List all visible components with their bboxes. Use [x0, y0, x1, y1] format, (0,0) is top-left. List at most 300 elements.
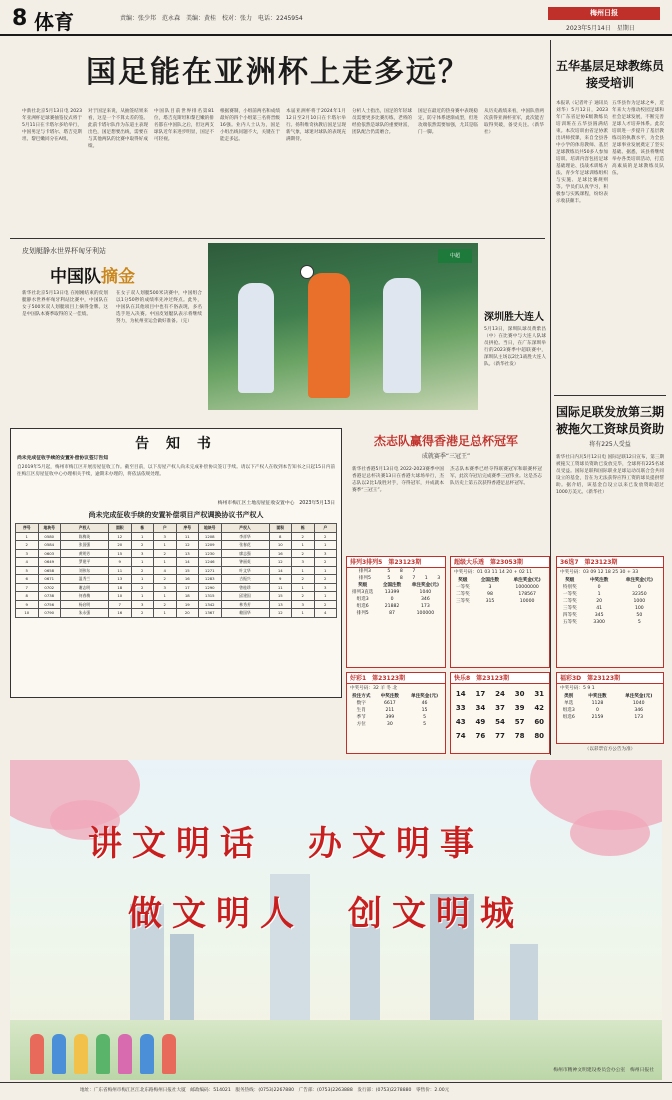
lottery-number-line: 中奖号码：03 09 12 18 25 30 + 33	[560, 570, 639, 575]
table-cell: 1209	[199, 541, 222, 550]
lead-headline: 国足能在亚洲杯上走多远？	[86, 55, 470, 90]
lottery-prize-cell: 1128	[591, 701, 604, 706]
lottery-prize-cell: 二等奖	[562, 599, 577, 604]
table-cell: 1208	[199, 532, 222, 541]
lottery-prize-cell: 345	[594, 613, 604, 618]
child-figure	[140, 1034, 154, 1074]
header-cell: 地块号	[199, 524, 222, 533]
table-cell: 0738	[38, 592, 61, 601]
lottery-number: 30	[514, 690, 525, 698]
lottery-prize-row	[557, 619, 663, 626]
table-cell: 杨启明	[61, 600, 109, 609]
table-cell: 赖国华	[221, 609, 269, 618]
worldcup-body-2: 在女子双人划艇500米决赛中，中国组合以1分50秒的成绩率先冲过终点。此外，中国队在其他项目中也有不俗表现，多名选手进入决赛。中国皮划艇队表示将继续努力，为杭州亚运会做好准备。（完）	[116, 291, 202, 324]
player-white-2	[383, 278, 421, 393]
table-cell: 2	[16, 541, 39, 550]
table-cell: 12	[176, 541, 199, 550]
lead-divider	[10, 238, 545, 239]
table-cell: 罗建平	[61, 558, 109, 567]
table-cell: 3	[292, 558, 315, 567]
table-cell: 1	[314, 541, 337, 550]
lottery-prize-cell: 单选	[564, 701, 574, 706]
lottery-prize-cell: 211	[385, 708, 395, 713]
table-cell: 0671	[38, 575, 61, 584]
table-cell: 14	[176, 558, 199, 567]
lottery-prize-row	[347, 707, 445, 714]
lottery-prize-row	[347, 721, 445, 728]
lottery-prize-row	[347, 582, 445, 589]
lead-column-2: 对于国足来说，从抽签结果来看，这是一个不算太差的签。此前卡塔尔队作为东道主表现出色，国足想要出线，需要在与其他两队的比赛中取得好成绩。	[88, 109, 148, 149]
table-cell: 20	[109, 541, 132, 550]
lottery-number: 01	[476, 570, 483, 575]
lottery-number: 33	[455, 704, 466, 712]
lottery-prize-cell: 四等奖	[562, 613, 577, 618]
table-cell: 朱永强	[61, 609, 109, 618]
lottery-prize-cell: 特别奖	[562, 585, 577, 590]
table-row	[16, 583, 337, 592]
lottery-prize-row	[557, 584, 663, 591]
lottery-title: 好彩1 第23123期	[347, 673, 445, 684]
lottery-title: 排列3排列5 第23123期	[347, 557, 445, 568]
lottery-prize-row	[557, 714, 663, 721]
lottery-note: （以彩票官方公告为准）	[584, 747, 636, 752]
lottery-number: 18	[604, 570, 611, 575]
lottery-prize-cell: 全国注数	[382, 583, 402, 588]
page-footer: 地址：广东省梅州市梅江区江北东路梅州日报社大厦 邮政编码：514021 服务热线：(0753)2267880 广告部：(0753)2263888 发行部：(0753)2278880 零售价：2.00元	[0, 1082, 672, 1100]
lottery-prize-cell: 2159	[591, 715, 604, 720]
lottery-number: 76	[475, 732, 486, 740]
table-cell: 12	[269, 558, 292, 567]
match-photo	[208, 243, 478, 410]
issue-date: 2023年5月14日 星期日	[566, 25, 635, 32]
child-figure	[30, 1034, 44, 1074]
table-cell: 1	[314, 592, 337, 601]
table-cell: 1	[314, 566, 337, 575]
lottery-prize-row	[347, 589, 445, 596]
table-cell: 15	[269, 592, 292, 601]
table-cell: 9	[109, 558, 132, 567]
header-cell: 栋	[131, 524, 154, 533]
lottery-prize-cell: 10000000	[515, 585, 539, 590]
lottery-number: 77	[495, 732, 505, 740]
table-cell: 李祥华	[221, 532, 269, 541]
notice-signature: 梅州市梅江区土地房屋征收安置中心 2023年5月13日	[217, 501, 335, 506]
sidebar2-body: 新华社日内瓦5月12日电 国际足联12日宣布，第三期被拖欠工资球员资助已发放完毕，全球将有225名球员受益。国际足联和国际职业足球运动员联合会共同设立的基金，旨在为无法获得应得工资的球员提供帮助。据介绍，该基金自设立以来已发放资助超过1000万美元。（新华社）	[556, 455, 664, 495]
table-cell: 0702	[38, 583, 61, 592]
table-cell: 18	[176, 592, 199, 601]
table-row	[16, 592, 337, 601]
lottery-number: 39	[514, 704, 525, 712]
table-cell: 15	[109, 549, 132, 558]
lottery-prize-cell: 173	[634, 715, 644, 720]
photo-caption-title: 深圳胜大连人	[484, 312, 544, 323]
table-cell: 0603	[38, 549, 61, 558]
header-cell: 产权人	[221, 524, 269, 533]
notice-table-header	[16, 524, 337, 533]
table-cell: 钟丽英	[221, 558, 269, 567]
lottery-prize-cell: 41	[596, 606, 603, 611]
table-cell: 10	[16, 609, 39, 618]
lottery-number-line: 中奖号码：01 03 11 14 20 + 02 11	[454, 570, 533, 575]
table-cell: 2	[131, 583, 154, 592]
worldcup-title-part2: 摘金	[101, 267, 135, 287]
lottery-prize-cell: 单注奖金(元)	[625, 694, 653, 699]
lottery-prize-cell: 一等奖	[562, 592, 577, 597]
child-figure	[118, 1034, 132, 1074]
lottery-number: 12	[597, 570, 604, 575]
table-cell: 2	[154, 600, 177, 609]
lottery-number: 7	[412, 576, 416, 581]
lottery-number: 11	[526, 570, 533, 575]
lottery-number: 49	[475, 718, 486, 726]
lottery-number: 14	[455, 690, 466, 698]
lottery-prize-row	[557, 700, 663, 707]
table-cell: 14	[269, 566, 292, 575]
lottery-label: 中奖号码：	[350, 686, 373, 691]
lottery-number: 57	[514, 718, 525, 726]
table-cell: 10	[109, 592, 132, 601]
jiezhi-body: 新华社香港5月13日电 2022-2023赛季中国香港足总杯决赛13日在香港大球场举行，杰志队以2比1战胜对手，夺得冠军，并成就本赛季“三冠王”。	[352, 467, 444, 493]
blossom-decoration	[570, 810, 650, 856]
table-cell: 3	[314, 583, 337, 592]
table-cell: 2	[314, 600, 337, 609]
lottery-number: 80	[534, 732, 545, 740]
lottery-prize-cell: 生肖	[356, 708, 366, 713]
child-figure	[96, 1034, 110, 1074]
table-cell: 11	[269, 583, 292, 592]
lottery-prize-row	[347, 596, 445, 603]
table-cell: 0580	[38, 532, 61, 541]
table-cell: 1367	[199, 609, 222, 618]
header-cell: 序号	[16, 524, 39, 533]
notice-table-title: 尚未完成征收手续的安置补偿项目产权调换协议书产权人	[88, 511, 264, 519]
table-cell: 4	[314, 609, 337, 618]
sidebar2-subtitle: 将有225人受益	[589, 441, 631, 448]
lottery-prize-cell: 组选3	[356, 597, 369, 602]
lead-column-3: 中国队目前世界排名第81位，塔吉克斯坦和黎巴嫩的排名都在中国队之后，但这两支球队近年来进步明显，国足不可轻视。	[154, 109, 214, 142]
jiezhi-title: 杰志队赢得香港足总杯冠军	[373, 434, 518, 448]
lottery-prize-cell: 13399	[384, 590, 400, 595]
lottery-number: 1	[424, 576, 428, 581]
notice-body: 自2019年5月起，梅州市梅江区开展房屋征收工作。截至目前，以下房屋产权人尚未完成补偿协议签订手续。请以下产权人在收到本告知书之日起15日内前往梅江区房屋征收中心办理相关手续，逾期未办理的，将依法依规处理。	[17, 465, 335, 477]
lottery-number: 冬	[386, 686, 391, 691]
lottery-prize-cell: 季节	[356, 715, 366, 720]
lottery-prize-row	[347, 610, 445, 617]
lottery-prize-cell: 5	[637, 620, 641, 625]
table-cell: 9	[269, 575, 292, 584]
worldcup-kicker: 皮划艇静水世界杯匈牙利站	[22, 247, 106, 255]
table-cell: 陈梅英	[61, 532, 109, 541]
lottery-prize-row	[557, 577, 663, 584]
sidebar-divider	[550, 40, 551, 755]
lottery-number: 78	[514, 732, 525, 740]
lottery-title: 快乐8 第23123期	[451, 673, 549, 684]
lottery-number: 羊	[380, 686, 385, 691]
lottery-prize-cell: 178567	[518, 592, 536, 597]
lottery-label: 中奖号码：	[560, 686, 583, 691]
lottery-number: 3	[437, 576, 441, 581]
lead-column-7: 国足在最近的热身赛中表现稳定，防守体系逐渐成型，但进攻端依然需要加强，尤其是临门一脚。	[418, 109, 478, 135]
lottery-kl8	[450, 672, 550, 754]
lottery-dlt	[450, 556, 550, 668]
lottery-number: 24	[495, 690, 505, 698]
child-figure	[162, 1034, 176, 1074]
lottery-prize-cell: 一等奖	[455, 585, 470, 590]
lottery-number: 5	[387, 569, 391, 574]
table-cell: 20	[176, 609, 199, 618]
lottery-prize-cell: 5	[423, 715, 427, 720]
banner-slogan-2: 做文明人 创文明城	[128, 894, 524, 934]
table-cell: 温秀兰	[61, 575, 109, 584]
lottery-number: 9	[587, 686, 591, 691]
lottery-title: 超级大乐透 第23053期	[451, 557, 549, 568]
header-cell: 产权人	[61, 524, 109, 533]
lottery-number: 54	[495, 718, 505, 726]
table-cell: 10	[269, 541, 292, 550]
lottery-prize-row	[451, 598, 549, 605]
table-cell: 1	[154, 592, 177, 601]
lottery-prize-cell: 全国注数	[480, 578, 500, 583]
table-cell: 1271	[199, 566, 222, 575]
lottery-prize-cell: 100000	[416, 611, 435, 616]
table-cell: 16	[176, 575, 199, 584]
lottery-prize-cell: 399	[385, 715, 395, 720]
banner-credit: 梅州市精神文明建设委员会办公室 梅州日报社	[553, 1067, 654, 1073]
sidebar1-body: 本报讯（记者叶子 通讯员 刘华）5月12日，2023年广东省足协E级教练员培训班在五华县圆满结束。本次培训由省足协派出讲师授课，来自全县各中小学的体育教师、基层足球教练员共50多人参加培训。培训内容包括足球基础理论、技战术训练方法、青少年足球训练组织与实施、足球比赛规则等。学员们认真学习，积极参与实践课程，纷纷表示收获颇丰。	[556, 101, 608, 204]
lottery-prize-cell: 98	[487, 592, 493, 597]
jiezhi-body-2: 杰志队本赛季已经夺得联赛冠军和联赛杯冠军，此次夺冠后完成赛季三冠伟业。这是杰志队历史上第五次获得香港足总杯冠军。	[450, 467, 542, 486]
lottery-prize-cell: 0	[390, 597, 394, 602]
table-cell: 11	[176, 532, 199, 541]
lottery-prize-cell: 346	[634, 708, 644, 713]
table-cell: 9	[16, 600, 39, 609]
lottery-prize-row	[347, 714, 445, 721]
table-cell: 张国强	[61, 541, 109, 550]
table-cell: 13	[109, 575, 132, 584]
header-cell: 面积	[269, 524, 292, 533]
lottery-prize-cell: 组选6	[356, 604, 369, 609]
header-cell: 户	[154, 524, 177, 533]
page-number: 8	[12, 6, 28, 31]
notice-title: 告 知 书	[135, 436, 217, 452]
lottery-number: 20	[506, 570, 513, 575]
lottery-prize-row	[557, 598, 663, 605]
notice-box	[10, 428, 342, 698]
lottery-prize-cell: 315	[485, 599, 495, 604]
table-cell: 4	[16, 558, 39, 567]
table-cell: 16	[109, 609, 132, 618]
lottery-prize-cell: 三等奖	[562, 606, 577, 611]
table-cell: 3	[154, 583, 177, 592]
lottery-prize-cell: 单注奖金(元)	[410, 694, 439, 699]
lottery-title: 36选7 第23123期	[557, 557, 663, 568]
lottery-number: 37	[495, 704, 505, 712]
lottery-number-row	[451, 715, 549, 729]
table-row	[16, 609, 337, 618]
worldcup-title-part1: 中国队	[50, 267, 101, 287]
sidebar2-title: 国际足联发放第三期被拖欠工资球员资助	[556, 405, 665, 436]
lottery-prize-cell: 20	[596, 599, 603, 604]
header-cell: 栋	[292, 524, 315, 533]
table-cell: 2	[154, 575, 177, 584]
worldcup-body: 新华社北京5月13日电 在刚刚结束的皮划艇静水世界杯匈牙利站比赛中，中国队在女子500米双人划艇项目上摘得金牌。这是中国队本赛季取得的又一佳绩。	[22, 291, 108, 317]
table-cell: 1	[154, 558, 177, 567]
table-cell: 13	[269, 600, 292, 609]
header-cell: 序号	[176, 524, 199, 533]
lottery-number: 1	[591, 686, 595, 691]
lottery-number-row	[451, 687, 549, 701]
lottery-prize-cell: 0	[597, 585, 601, 590]
table-cell: 1	[154, 541, 177, 550]
lottery-prize-cell: 单注奖金(元)	[513, 578, 541, 583]
lottery-number: 8	[399, 569, 403, 574]
table-cell: 刘伟东	[61, 566, 109, 575]
table-cell: 8	[16, 592, 39, 601]
lottery-prize-cell: 组选6	[562, 715, 575, 720]
lottery-number-line	[347, 684, 445, 693]
table-cell: 1	[131, 592, 154, 601]
lottery-number: 14	[498, 570, 505, 575]
lottery-haocai1	[346, 672, 446, 754]
lottery-prize-cell: 类别	[564, 694, 574, 699]
lottery-prize-cell: 排列5	[356, 611, 369, 616]
table-cell: 谢志明	[61, 583, 109, 592]
lottery-prize-cell: 87	[389, 611, 395, 616]
table-cell: 0658	[38, 566, 61, 575]
lottery-number: 11	[491, 570, 498, 575]
lottery-prize-row	[557, 707, 663, 714]
lottery-label: 中奖号码：	[454, 570, 477, 575]
lottery-prize-cell: 0	[596, 708, 599, 713]
lottery-number: 5	[387, 576, 391, 581]
lottery-prize-cell: 1	[597, 592, 601, 597]
lottery-prize-cell: 1000	[633, 599, 646, 604]
player-white-1	[238, 283, 274, 393]
table-row	[16, 575, 337, 584]
lottery-prize-cell: 中奖注数	[380, 694, 400, 699]
lottery-prize-cell: 1040	[419, 590, 432, 595]
lottery-36x7	[556, 556, 664, 668]
lottery-prize-cell: 组选3	[562, 708, 575, 713]
lottery-number: 7	[412, 569, 416, 574]
lottery-prize-cell: 方位	[356, 722, 366, 727]
sidebar1-body-2: 五华县作为足球之乡，近年来大力推动校园足球和社会足球发展，不断完善足球人才培养体系。此次培训进一步提升了基层教练员的执教水平，为全县足球事业发展奠定了坚实基础。据悉，该县将继续举办各类培训活动，打造高素质的足球教练员队伍。	[612, 101, 664, 176]
photo-caption: 5月13日，深圳队球员黄紫昌（中）在比赛中与大连人队球员拼抢。当日，在广东深圳举行的2023赛季中超联赛中，深圳队主场以2比1战胜大连人队。（新华社发）	[484, 327, 546, 367]
table-cell: 1246	[199, 558, 222, 567]
lottery-number: 74	[455, 732, 466, 740]
lottery-prize-cell: 0	[637, 585, 641, 590]
newspaper-logo: 梅州日报	[548, 7, 660, 20]
lottery-number: 31	[534, 690, 545, 698]
lottery-label: 排列5	[358, 576, 371, 581]
table-cell: 3	[16, 549, 39, 558]
table-cell: 2	[314, 558, 337, 567]
table-cell: 11	[109, 566, 132, 575]
sidebar1-title: 五华基层足球教练员接受培训	[556, 59, 665, 90]
lottery-prize-row	[557, 605, 663, 612]
lottery-number: 60	[534, 718, 545, 726]
football-icon	[300, 265, 314, 279]
lottery-prize-cell: 投注方式	[352, 694, 371, 699]
lottery-prize-cell: 数字	[356, 701, 366, 706]
table-cell: 1290	[199, 583, 222, 592]
table-cell: 12	[269, 609, 292, 618]
lottery-prize-cell: 单注奖金(元)	[625, 578, 653, 583]
lottery-number: 03	[484, 570, 491, 575]
lottery-number: 34	[475, 704, 486, 712]
table-cell: 3	[131, 600, 154, 609]
lottery-prize-cell: 10000	[519, 599, 535, 604]
lottery-prize-cell: 三等奖	[455, 599, 470, 604]
lead-column-6: 分析人士指出，国足的年轻球员需要更多比赛历练，老将的经验依然是球队的重要财富，团队配合仍需磨合。	[352, 109, 412, 135]
notice-table	[15, 523, 337, 618]
lottery-prize-cell: 173	[420, 604, 430, 609]
table-cell: 2	[154, 549, 177, 558]
table-cell: 1315	[199, 592, 222, 601]
table-cell: 2	[292, 575, 315, 584]
lottery-number: 42	[534, 704, 545, 712]
table-cell: 张春花	[221, 541, 269, 550]
table-cell: 3	[292, 600, 315, 609]
lottery-prize-row	[451, 591, 549, 598]
lottery-prize-cell: 单注奖金(元)	[411, 583, 439, 588]
table-cell: 2	[314, 532, 337, 541]
table-cell: 0649	[38, 558, 61, 567]
table-cell: 何春梅	[61, 592, 109, 601]
editor-credits: 责编：张少邦 范永森 美编：黄桂 校对：张力 电话：2245954	[120, 15, 303, 22]
lottery-number: 33	[632, 570, 639, 575]
table-cell: 1	[154, 609, 177, 618]
lottery-prize-cell: 排列3直选	[352, 590, 374, 595]
lottery-number: 02	[518, 570, 525, 575]
table-cell: 1230	[199, 549, 222, 558]
lottery-number-line	[557, 684, 663, 693]
lottery-prize-cell: 奖级	[358, 583, 368, 588]
league-badge: 中超	[438, 249, 472, 263]
table-row	[16, 549, 337, 558]
banner-slogan-1: 讲文明话 办文明事	[88, 824, 484, 864]
lottery-prize-cell: 1040	[632, 701, 645, 706]
lottery-prize-cell: 二等奖	[455, 592, 470, 597]
child-figure	[74, 1034, 88, 1074]
lottery-prize-row	[347, 693, 445, 700]
table-cell: 7	[16, 583, 39, 592]
table-cell: 17	[176, 583, 199, 592]
table-cell: 黄明芳	[61, 549, 109, 558]
table-cell: 0584	[38, 541, 61, 550]
table-row	[16, 600, 337, 609]
lottery-prize-row	[557, 612, 663, 619]
lottery-number: 43	[455, 718, 466, 726]
lottery-label: 中奖号码：	[560, 570, 583, 575]
table-row	[16, 532, 337, 541]
lead-column-5: 本届亚洲杯将于2024年1月12日至2月10日在卡塔尔举行。扬科维奇执教后国足呈现新气象，球迷对球队的表现充满期待。	[286, 109, 346, 142]
child-figure	[52, 1034, 66, 1074]
lottery-prize-cell: 46	[421, 701, 428, 706]
lottery-pl3-pl5	[346, 556, 446, 668]
table-cell: 0756	[38, 600, 61, 609]
table-cell: 15	[176, 566, 199, 575]
table-cell: 2	[292, 532, 315, 541]
table-cell: 13	[176, 549, 199, 558]
table-cell: 18	[109, 583, 132, 592]
table-cell: 1	[292, 583, 315, 592]
lottery-prize-row	[347, 700, 445, 707]
table-cell: 2	[131, 609, 154, 618]
lottery-number-row	[451, 701, 549, 715]
lottery-prize-cell: 5	[423, 722, 427, 727]
lottery-prize-row	[451, 577, 549, 584]
